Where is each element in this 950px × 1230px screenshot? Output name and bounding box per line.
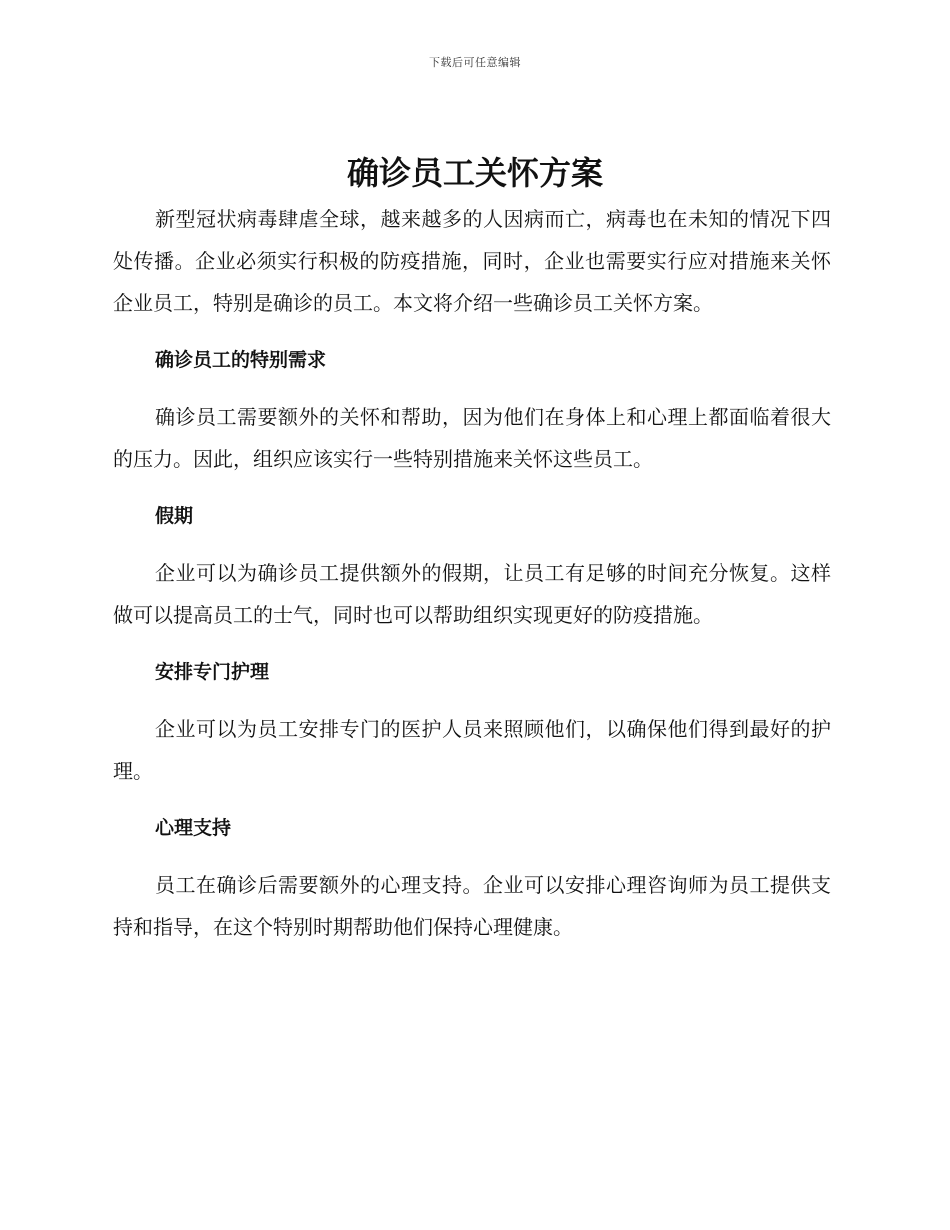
document-title: 确诊员工关怀方案	[346, 154, 603, 192]
intro-paragraph: 新型冠状病毒肆虐全球，越来越多的人因病而亡，病毒也在未知的情况下四处传播。企业必须实行积极的防疫措施，同时，企业也需要实行应对措施来关怀企业员工，特别是确诊的员工。本文将介绍一些确诊员工关怀方案。	[113, 207, 831, 315]
section-heading-special-needs: 确诊员工的特别需求	[155, 349, 327, 371]
section-body-special-needs: 确诊员工需要额外的关怀和帮助，因为他们在身体上和心理上都面临着很大的压力。因此，组织应该实行一些特别措施来关怀这些员工。	[113, 405, 831, 471]
section-body-nursing: 企业可以为员工安排专门的医护人员来照顾他们，以确保他们得到最好的护理。	[113, 717, 831, 783]
section-heading-leave: 假期	[155, 505, 194, 527]
section-heading-nursing: 安排专门护理	[155, 661, 270, 683]
section-body-leave: 企业可以为确诊员工提供额外的假期，让员工有足够的时间充分恢复。这样做可以提高员工的士气，同时也可以帮助组织实现更好的防疫措施。	[113, 561, 831, 627]
page-header-note: 下载后可任意编辑	[429, 56, 521, 69]
document-body	[113, 198, 831, 948]
section-heading-psych-support: 心理支持	[155, 817, 232, 839]
section-body-psych-support: 员工在确诊后需要额外的心理支持。企业可以安排心理咨询师为员工提供支持和指导，在这个特别时期帮助他们保持心理健康。	[113, 873, 831, 939]
